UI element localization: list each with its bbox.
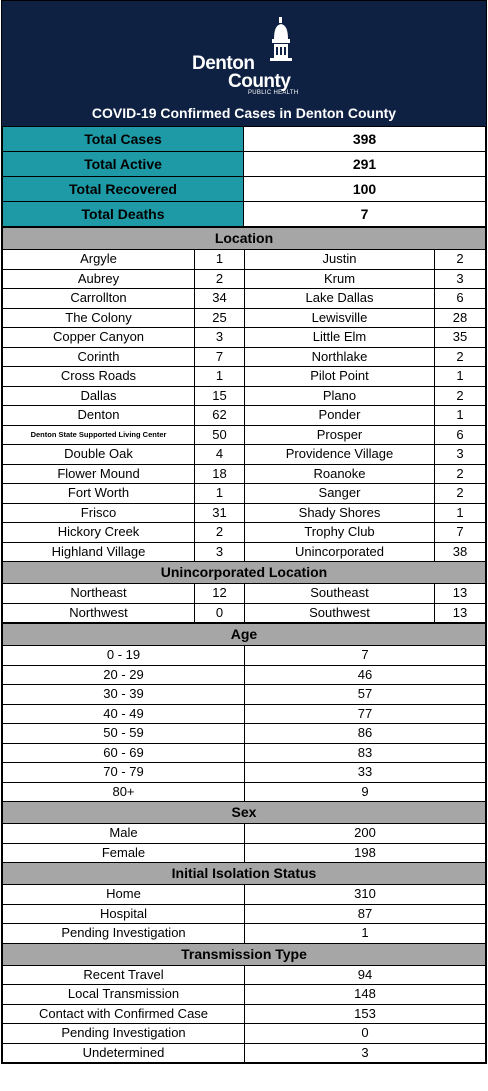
location-row — [3, 347, 486, 367]
sex-value: 198 — [245, 843, 486, 863]
transmission-row — [3, 985, 486, 1005]
totals-row — [3, 202, 486, 227]
place-count: 13 — [435, 603, 486, 623]
sex-label: Female — [3, 843, 245, 863]
isolation-label: Hospital — [3, 904, 245, 924]
place-name: Cross Roads — [3, 367, 195, 387]
age-value: 86 — [245, 724, 486, 744]
place-name: Northeast — [3, 584, 195, 604]
place-count: 2 — [435, 250, 486, 270]
place-count: 0 — [195, 603, 245, 623]
location-row — [3, 289, 486, 309]
place-count: 1 — [195, 250, 245, 270]
age-label: 60 - 69 — [3, 743, 245, 763]
age-row — [3, 724, 486, 744]
place-count: 35 — [435, 328, 486, 348]
age-row — [3, 646, 486, 666]
location-section-header — [3, 228, 486, 250]
place-count: 7 — [195, 347, 245, 367]
age-value: 33 — [245, 763, 486, 783]
place-count: 3 — [435, 269, 486, 289]
isolation-value: 87 — [245, 904, 486, 924]
place-count: 2 — [435, 386, 486, 406]
place-name: Northwest — [3, 603, 195, 623]
age-row — [3, 685, 486, 705]
age-row — [3, 743, 486, 763]
transmission-label: Local Transmission — [3, 985, 245, 1005]
transmission-label: Recent Travel — [3, 965, 245, 985]
totals-label: Total Cases — [3, 127, 244, 152]
totals-value: 398 — [244, 127, 486, 152]
place-count: 2 — [435, 484, 486, 504]
place-name: Fort Worth — [3, 484, 195, 504]
sex-value: 200 — [245, 824, 486, 844]
place-name: Krum — [245, 269, 435, 289]
transmission-value: 153 — [245, 1004, 486, 1024]
place-count: 13 — [435, 584, 486, 604]
isolation-label: Home — [3, 885, 245, 905]
age-label: 20 - 29 — [3, 665, 245, 685]
age-row — [3, 782, 486, 802]
place-count: 2 — [435, 464, 486, 484]
location-title: Location — [3, 228, 486, 250]
place-name: Prosper — [245, 425, 435, 445]
place-name: Lake Dallas — [245, 289, 435, 309]
place-name: Little Elm — [245, 328, 435, 348]
place-name: Shady Shores — [245, 503, 435, 523]
courthouse-dome-icon — [266, 17, 296, 73]
place-name: Corinth — [3, 347, 195, 367]
isolation-value: 310 — [245, 885, 486, 905]
breakdown-table — [2, 623, 486, 1063]
totals-label: Total Active — [3, 152, 244, 177]
page-title: COVID-19 Confirmed Cases in Denton County — [91, 105, 397, 121]
place-name: Plano — [245, 386, 435, 406]
transmission-title: Transmission Type — [3, 943, 486, 965]
report-page — [1, 0, 487, 1064]
sex-row — [3, 824, 486, 844]
place-count: 31 — [195, 503, 245, 523]
totals-row — [3, 177, 486, 202]
place-count: 28 — [435, 308, 486, 328]
age-label: 50 - 59 — [3, 724, 245, 744]
place-count: 3 — [195, 328, 245, 348]
age-row — [3, 763, 486, 783]
place-count: 1 — [435, 406, 486, 426]
place-count: 1 — [435, 503, 486, 523]
location-row — [3, 425, 486, 445]
age-value: 57 — [245, 685, 486, 705]
transmission-row — [3, 965, 486, 985]
isolation-value: 1 — [245, 924, 486, 944]
place-name: Denton State Supported Living Center — [3, 425, 195, 445]
age-title: Age — [3, 624, 486, 646]
age-row — [3, 704, 486, 724]
place-count: 7 — [435, 523, 486, 543]
place-count: 6 — [435, 289, 486, 309]
age-value: 7 — [245, 646, 486, 666]
place-count: 34 — [195, 289, 245, 309]
isolation-label: Pending Investigation — [3, 924, 245, 944]
transmission-row — [3, 1004, 486, 1024]
place-name: Ponder — [245, 406, 435, 426]
place-count: 3 — [195, 542, 245, 562]
totals-label: Total Recovered — [3, 177, 244, 202]
place-count: 2 — [195, 269, 245, 289]
isolation-section-header — [3, 863, 486, 885]
logo-line-3: PUBLIC HEALTH — [248, 90, 299, 96]
place-name: Southeast — [245, 584, 435, 604]
age-label: 30 - 39 — [3, 685, 245, 705]
location-row — [3, 503, 486, 523]
place-count: 1 — [195, 367, 245, 387]
place-name: Providence Village — [245, 445, 435, 465]
place-name: Aubrey — [3, 269, 195, 289]
place-count: 1 — [435, 367, 486, 387]
totals-label: Total Deaths — [3, 202, 244, 227]
place-name: Roanoke — [245, 464, 435, 484]
transmission-value: 94 — [245, 965, 486, 985]
place-name: Sanger — [245, 484, 435, 504]
unincorporated-section-header — [3, 562, 486, 584]
age-value: 46 — [245, 665, 486, 685]
place-count: 38 — [435, 542, 486, 562]
place-name: Hickory Creek — [3, 523, 195, 543]
place-name: Argyle — [3, 250, 195, 270]
logo-line-2: County — [228, 71, 291, 92]
location-row — [3, 308, 486, 328]
sex-row — [3, 843, 486, 863]
age-label: 70 - 79 — [3, 763, 245, 783]
place-count: 2 — [195, 523, 245, 543]
location-row — [3, 406, 486, 426]
location-row — [3, 523, 486, 543]
isolation-row — [3, 924, 486, 944]
age-value: 77 — [245, 704, 486, 724]
age-section-header — [3, 624, 486, 646]
isolation-row — [3, 885, 486, 905]
place-count: 50 — [195, 425, 245, 445]
place-name: Denton — [3, 406, 195, 426]
location-row — [3, 445, 486, 465]
place-name: Flower Mound — [3, 464, 195, 484]
place-count: 4 — [195, 445, 245, 465]
place-name: Unincorporated — [245, 542, 435, 562]
place-name: Double Oak — [3, 445, 195, 465]
transmission-section-header — [3, 943, 486, 965]
location-row — [3, 386, 486, 406]
location-row — [3, 250, 486, 270]
totals-table — [2, 126, 486, 227]
unincorporated-row — [3, 603, 486, 623]
transmission-value: 0 — [245, 1024, 486, 1044]
location-row — [3, 328, 486, 348]
transmission-row — [3, 1024, 486, 1044]
place-name: Pilot Point — [245, 367, 435, 387]
transmission-row — [3, 1043, 486, 1063]
place-name: Justin — [245, 250, 435, 270]
place-name: Lewisville — [245, 308, 435, 328]
age-label: 0 - 19 — [3, 646, 245, 666]
isolation-title: Initial Isolation Status — [3, 863, 486, 885]
sex-section-header — [3, 802, 486, 824]
place-name: The Colony — [3, 308, 195, 328]
age-value: 9 — [245, 782, 486, 802]
transmission-label: Undetermined — [3, 1043, 245, 1063]
denton-county-logo — [192, 17, 302, 97]
place-count: 12 — [195, 584, 245, 604]
totals-value: 7 — [244, 202, 486, 227]
place-name: Carrollton — [3, 289, 195, 309]
totals-row — [3, 127, 486, 152]
transmission-label: Pending Investigation — [3, 1024, 245, 1044]
age-row — [3, 665, 486, 685]
age-label: 40 - 49 — [3, 704, 245, 724]
age-label: 80+ — [3, 782, 245, 802]
place-name: Southwest — [245, 603, 435, 623]
location-row — [3, 542, 486, 562]
place-name: Northlake — [245, 347, 435, 367]
totals-row — [3, 152, 486, 177]
place-count: 62 — [195, 406, 245, 426]
isolation-row — [3, 904, 486, 924]
report-header — [2, 1, 486, 126]
place-count: 18 — [195, 464, 245, 484]
place-name: Copper Canyon — [3, 328, 195, 348]
age-value: 83 — [245, 743, 486, 763]
sex-label: Male — [3, 824, 245, 844]
totals-value: 100 — [244, 177, 486, 202]
totals-value: 291 — [244, 152, 486, 177]
transmission-label: Contact with Confirmed Case — [3, 1004, 245, 1024]
unincorporated-row — [3, 584, 486, 604]
transmission-value: 3 — [245, 1043, 486, 1063]
unincorporated-title: Unincorporated Location — [3, 562, 486, 584]
location-row — [3, 484, 486, 504]
place-count: 6 — [435, 425, 486, 445]
location-row — [3, 269, 486, 289]
place-name: Highland Village — [3, 542, 195, 562]
place-count: 3 — [435, 445, 486, 465]
place-count: 15 — [195, 386, 245, 406]
place-count: 25 — [195, 308, 245, 328]
sex-title: Sex — [3, 802, 486, 824]
logo-line-1: Denton — [192, 53, 255, 74]
location-table — [2, 227, 486, 623]
place-name: Frisco — [3, 503, 195, 523]
transmission-value: 148 — [245, 985, 486, 1005]
place-name: Trophy Club — [245, 523, 435, 543]
place-count: 1 — [195, 484, 245, 504]
location-row — [3, 367, 486, 387]
location-row — [3, 464, 486, 484]
place-count: 2 — [435, 347, 486, 367]
place-name: Dallas — [3, 386, 195, 406]
